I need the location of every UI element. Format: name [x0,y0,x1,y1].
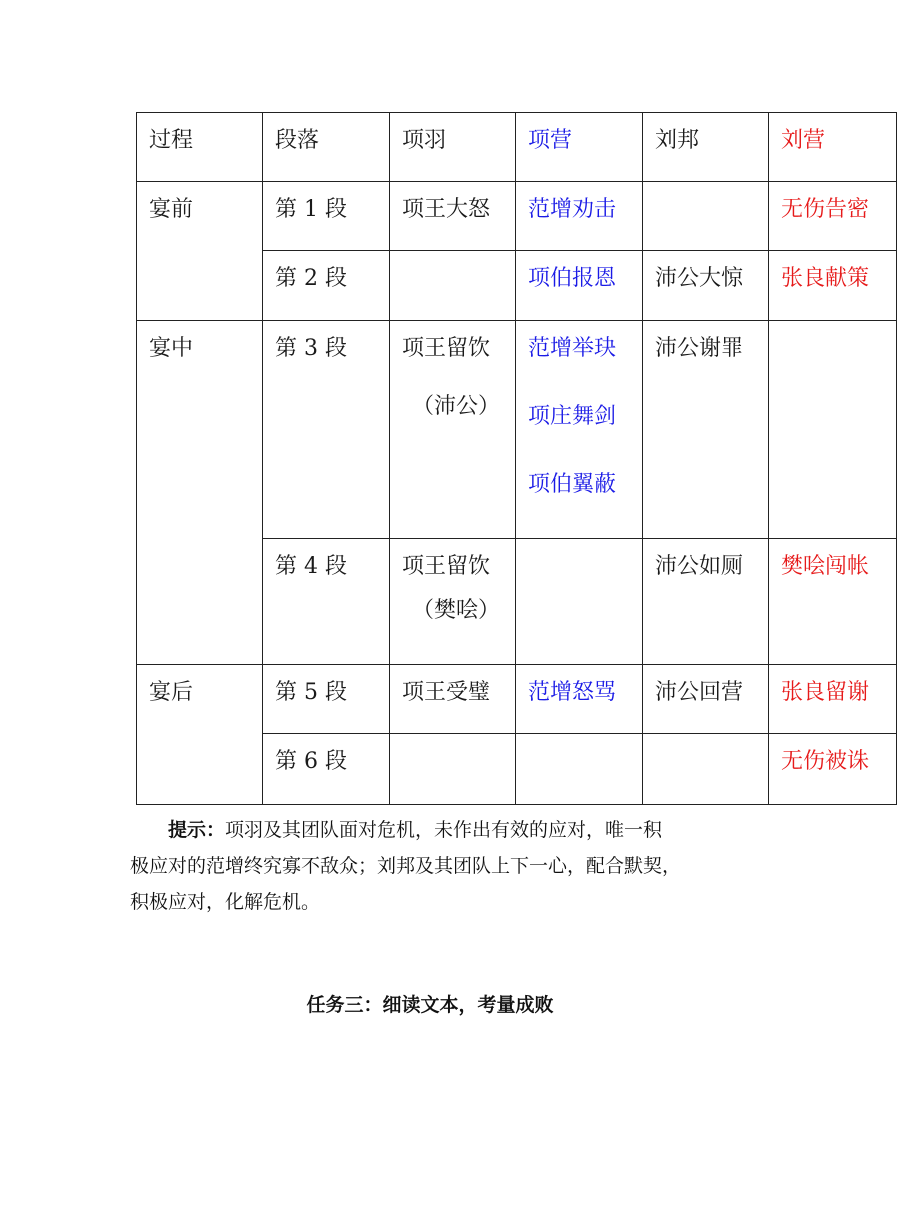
xiangyu-action: 项王留饮 [402,554,491,579]
header-paragraph: 段落 [263,113,390,182]
hint-line-3: 积极应对，化解危机。 [130,891,321,913]
liu-camp-cell: 樊哙闯帐 [769,539,897,665]
hint-paragraph [130,812,750,920]
header-liubang: 刘邦 [643,113,769,182]
phase-during: 宴中 [137,321,263,665]
hint-line-2: 极应对的范增终究寡不敌众；刘邦及其团队上下一心，配合默契， [130,855,682,877]
xiang-camp-cell [516,321,643,539]
xiang-camp-event: 项伯翼蔽 [528,472,617,497]
liu-camp-cell: 张良献策 [769,251,897,321]
xiangyu-cell [390,734,516,805]
xiangyu-note: （沛公） [412,394,501,419]
paragraph-cell: 第 2 段 [263,251,390,321]
header-xiangyu: 项羽 [390,113,516,182]
phase-after: 宴后 [137,665,263,805]
xiangyu-cell: 项王受璧 [390,665,516,734]
table-header-row [137,113,897,182]
header-xiang-camp: 项营 [516,113,643,182]
xiangyu-note: （樊哙） [412,598,501,623]
xiangyu-cell [390,321,516,539]
paragraph-cell: 第 1 段 [263,182,390,251]
liubang-cell: 沛公回营 [643,665,769,734]
liu-camp-cell [769,321,897,539]
liu-camp-cell: 无伤告密 [769,182,897,251]
phase-before: 宴前 [137,182,263,321]
liubang-cell: 沛公谢罪 [643,321,769,539]
hint-text-1: 项羽及其团队面对危机，未作出有效的应对，唯一积 [225,819,663,841]
liu-camp-cell: 无伤被诛 [769,734,897,805]
table-row [137,182,897,251]
xiang-camp-event: 范增举玦 [528,336,617,361]
paragraph-cell: 第 5 段 [263,665,390,734]
table-row [137,665,897,734]
task-heading: 任务三：细读文本，考量成败 [306,994,554,1016]
liu-camp-cell: 张良留谢 [769,665,897,734]
xiang-camp-cell: 范增怒骂 [516,665,643,734]
hint-line-1 [130,812,750,848]
table-row [137,321,897,539]
xiang-camp-cell [516,539,643,665]
hint-label: 提示： [168,819,226,841]
paragraph-cell: 第 4 段 [263,539,390,665]
xiang-camp-cell: 项伯报恩 [516,251,643,321]
xiangyu-cell [390,251,516,321]
header-process: 过程 [137,113,263,182]
events-table [136,112,897,805]
header-liu-camp: 刘营 [769,113,897,182]
xiang-camp-cell: 范增劝击 [516,182,643,251]
liubang-cell: 沛公大惊 [643,251,769,321]
paragraph-cell: 第 3 段 [263,321,390,539]
xiang-camp-event: 项庄舞剑 [528,404,617,429]
xiangyu-cell [390,539,516,665]
paragraph-cell: 第 6 段 [263,734,390,805]
liubang-cell: 沛公如厕 [643,539,769,665]
liubang-cell [643,182,769,251]
xiang-camp-cell [516,734,643,805]
xiangyu-cell: 项王大怒 [390,182,516,251]
liubang-cell [643,734,769,805]
xiangyu-action: 项王留饮 [402,336,491,361]
